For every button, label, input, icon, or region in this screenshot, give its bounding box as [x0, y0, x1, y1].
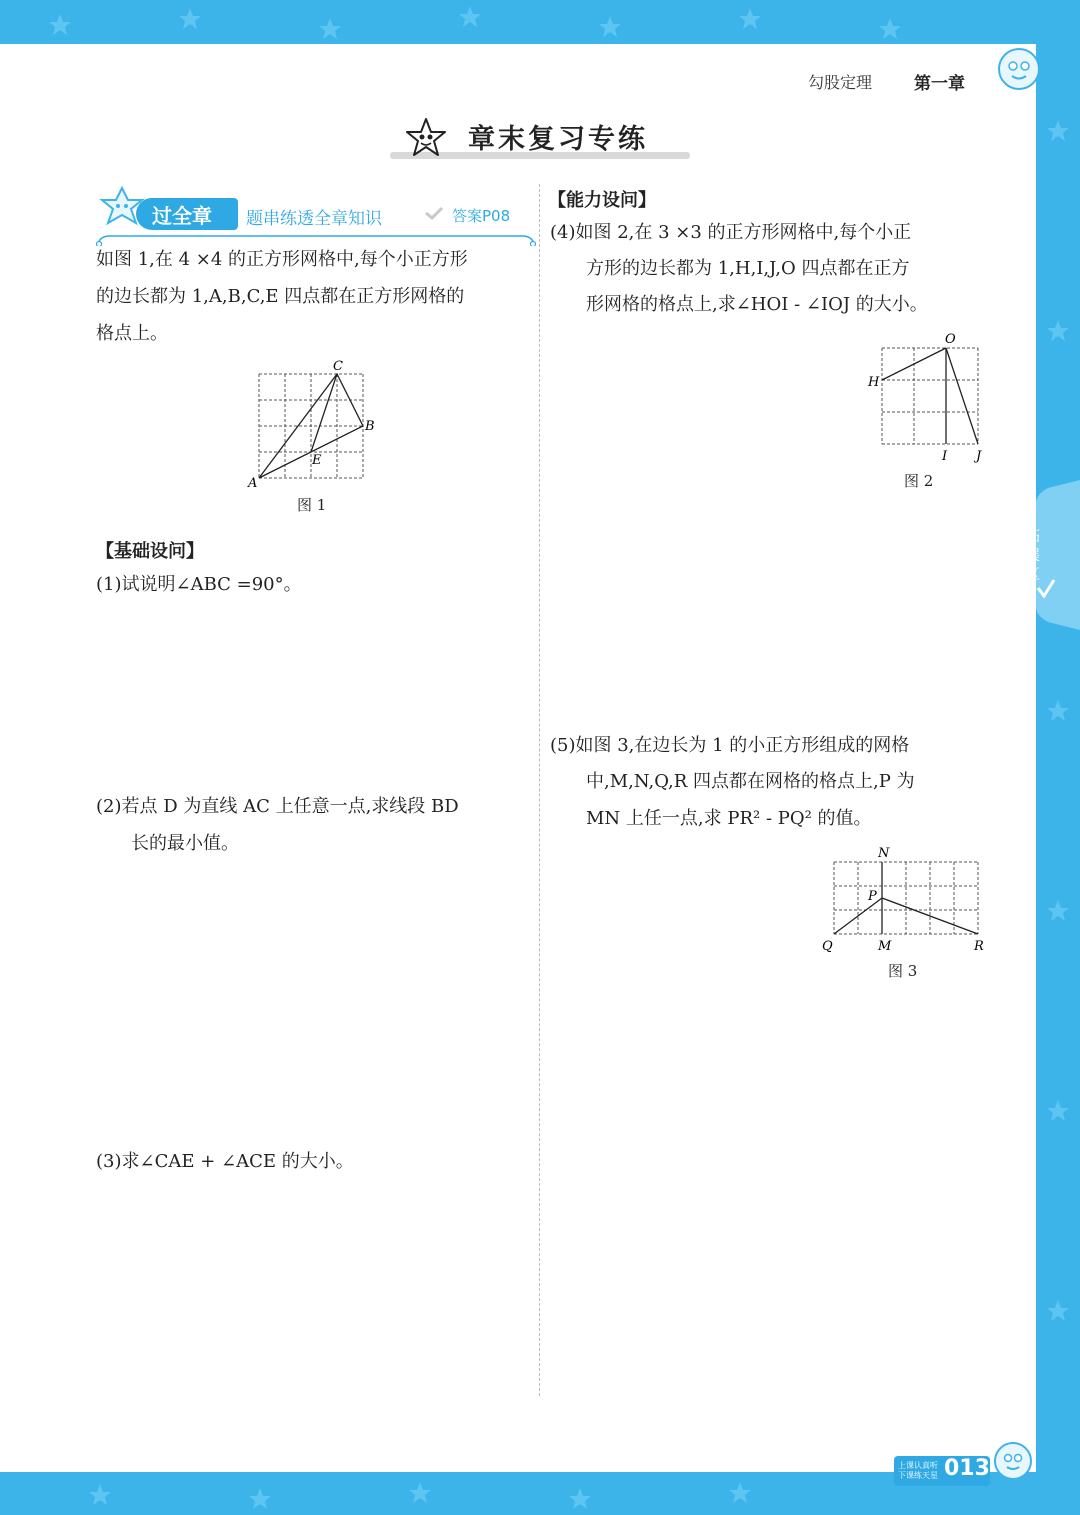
page-number: 013 — [944, 1456, 990, 1481]
fig1-label-a: A — [248, 476, 258, 491]
section-title: 勾股定理 — [808, 73, 873, 92]
intro-line-1: 如图 1,在 4 ×4 的正方形网格中,每个小正方形 — [96, 249, 468, 270]
ability-heading: 【能力设问】 — [548, 190, 656, 211]
fig3-label-q: Q — [822, 939, 833, 954]
fig1-label-e: E — [312, 453, 322, 468]
question-5-line-3: MN 上任一点,求 PR² - PQ² 的值。 — [586, 808, 872, 829]
footer-slogan-line-2: 下课练天星 — [898, 1471, 938, 1480]
banner-label: 过全章 — [152, 204, 212, 228]
intro-line-3: 格点上。 — [96, 323, 168, 344]
fig2-label-j: J — [976, 449, 982, 464]
question-1: (1)试说明∠ABC =90°。 — [96, 574, 302, 595]
banner-subtitle: 题串练透全章知识 — [246, 209, 382, 229]
footer-slogan — [898, 1461, 938, 1481]
question-2-line-1: (2)若点 D 为直线 AC 上任意一点,求线段 BD — [96, 796, 459, 817]
question-3: (3)求∠CAE + ∠ACE 的大小。 — [96, 1151, 354, 1172]
figure-3 — [816, 842, 990, 960]
question-5-line-1: (5)如图 3,在边长为 1 的小正方形组成的网格 — [550, 735, 910, 756]
figure-1-caption: 图 1 — [297, 496, 327, 514]
fig2-label-i: I — [942, 449, 948, 464]
answer-reference: 答案P08 — [452, 207, 511, 225]
fig1-label-c: C — [333, 359, 343, 374]
footer-slogan-line-1: 上课认真听 — [898, 1461, 938, 1470]
basic-heading: 【基础设问】 — [96, 541, 204, 562]
question-4-line-3: 形网格的格点上,求∠HOI - ∠IOJ 的大小。 — [586, 294, 928, 315]
intro-line-2: 的边长都为 1,A,B,C,E 四点都在正方形网格的 — [96, 286, 465, 307]
mascot-icon — [996, 46, 1042, 92]
fig2-label-h: H — [868, 375, 880, 390]
column-divider — [539, 184, 540, 1396]
side-tab-label: 拓展区 — [1026, 529, 1040, 583]
fig1-label-b: B — [365, 419, 375, 434]
figure-2 — [860, 328, 990, 468]
star-mascot-icon — [404, 116, 448, 160]
top-border-band — [0, 0, 1080, 44]
question-4-line-1: (4)如图 2,在 3 ×3 的正方形网格中,每个小正 — [550, 222, 912, 243]
page-title: 章末复习专练 — [468, 124, 648, 155]
fig3-label-r: R — [974, 939, 984, 954]
figure-2-caption: 图 2 — [904, 472, 934, 490]
fig2-label-o: O — [945, 332, 956, 347]
chapter-label: 第一章 — [914, 74, 965, 94]
question-4-line-2: 方形的边长都为 1,H,I,J,O 四点都在正方 — [586, 258, 910, 279]
fig3-label-n: N — [878, 846, 890, 861]
right-border-band — [1036, 0, 1080, 1515]
fig3-label-m: M — [878, 939, 892, 954]
figure-1 — [240, 355, 390, 495]
question-2-line-2: 长的最小值。 — [131, 833, 239, 854]
fig3-label-p: P — [868, 889, 877, 904]
mascot-icon-footer — [990, 1438, 1036, 1484]
question-5-line-2: 中,M,N,Q,R 四点都在网格的格点上,P 为 — [586, 771, 915, 792]
check-icon — [424, 205, 444, 221]
figure-3-caption: 图 3 — [888, 962, 918, 980]
